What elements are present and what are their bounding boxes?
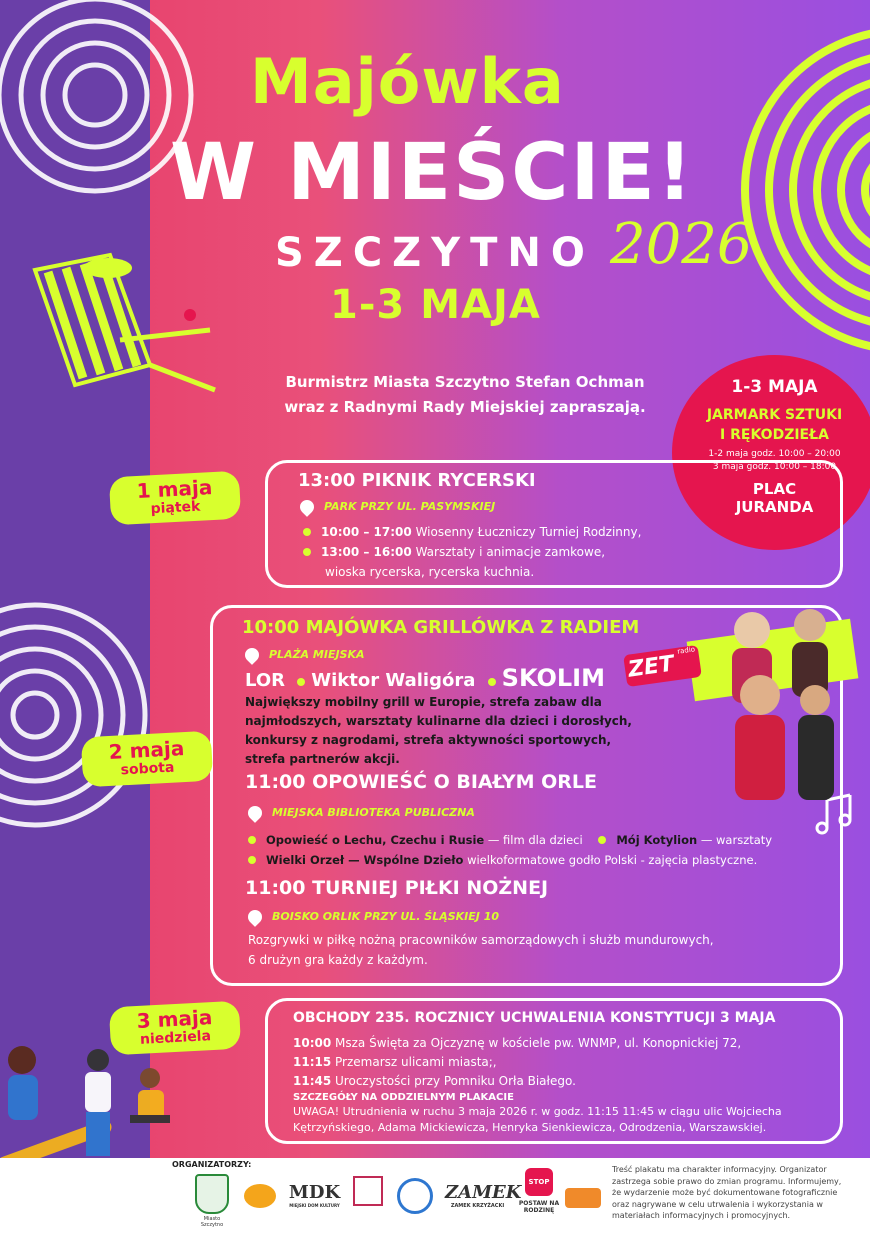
day2-event2-items-2	[248, 850, 757, 870]
desc-line-2: najmłodszych, warsztaty kulinarne dla dzieci i dorosłych,	[245, 714, 632, 728]
disclaimer-2: zastrzega sobie prawo do zmian programu. Informujemy,	[612, 1176, 842, 1186]
day3-tag-weekday: niedziela	[139, 1028, 212, 1048]
band-illustration	[0, 1046, 170, 1172]
invitation	[250, 370, 680, 420]
day3-item-1-text: Msza Święta za Ojczyznę w kościele pw. WNMP, ul. Konopnickiej 72,	[331, 1036, 742, 1050]
fair-dates: 1-3 MAJA	[731, 377, 818, 397]
city-crest-icon	[195, 1174, 229, 1214]
notice-line-1: UWAGA! Utrudnienia w ruchu 3 maja 2026 r. w godz. 11:15 11:45 w ciągu ulic Wojciecha	[293, 1105, 782, 1118]
organizers-label: ORGANIZATORZY:	[172, 1160, 252, 1169]
fair-place-line-2: JURANDA	[735, 498, 814, 516]
snail-icon	[244, 1184, 276, 1208]
day3-tag	[109, 1001, 241, 1056]
day2-event3-location	[248, 910, 499, 924]
logo-mdk-text: MDK	[288, 1182, 341, 1203]
day2-event2-location	[248, 806, 475, 820]
disclaimer	[612, 1164, 841, 1222]
logo-zamek-sub: ZAMEK KRZYŻACKI	[450, 1203, 505, 1209]
desc-line-3: konkursy z nagrodami, strefa aktywności sportowych,	[245, 733, 612, 747]
location-pin-icon	[297, 497, 317, 517]
disclaimer-3: że wydarzenie może być dokumentowane fotograficznie	[612, 1188, 838, 1197]
day1-item-1-text: Wiosenny Łuczniczy Turniej Rodzinny,	[411, 525, 642, 539]
fair-hours-2: 3 maja godz. 10:00 – 18:00	[712, 462, 837, 472]
day2-tag-date: 2 maja	[108, 736, 185, 764]
day3-notice	[293, 1104, 782, 1136]
day2-event1-desc	[245, 693, 632, 769]
logo-postaw-text: POSTAW NA RODZINĘ	[518, 1200, 560, 1214]
logo-sport	[395, 1168, 435, 1214]
day2-event2-title: 11:00 OPOWIEŚĆ O BIAŁYM ORLE	[245, 771, 597, 793]
day1-item-2	[303, 542, 605, 562]
day3-item-3-text: Uroczystości przy Pomniku Orła Białego.	[331, 1074, 576, 1088]
desc-line-1: Największy mobilny grill w Europie, strefa zabaw dla	[245, 695, 602, 709]
day3-item-3	[293, 1072, 741, 1091]
day1-item-1	[303, 522, 641, 542]
day2-event3-title: 11:00 TURNIEJ PIŁKI NOŻNEJ	[245, 877, 549, 899]
logo-stop	[518, 1168, 560, 1214]
logo-library	[350, 1168, 386, 1206]
day2-event3-desc	[248, 930, 714, 970]
fair-title-line-2: I RĘKODZIEŁA	[720, 427, 829, 443]
bullet-icon	[488, 678, 496, 686]
location-pin-icon	[245, 907, 265, 927]
day1-event-title: 13:00 PIKNIK RYCERSKI	[298, 470, 536, 491]
bullet-icon	[248, 856, 256, 864]
event2-item2-text: — warsztaty	[697, 833, 773, 847]
fair-title	[672, 405, 870, 445]
family-icon	[565, 1188, 601, 1208]
day1-item-2-text: Warsztaty i animacje zamkowe,	[411, 545, 606, 559]
day2-event1-title: 10:00 MAJÓWKA GRILLÓWKA Z RADIEM	[242, 617, 640, 638]
fair-place-line-1: PLAC	[752, 480, 797, 498]
location-pin-icon	[242, 645, 262, 665]
logo-city-text: Miasto Szczytno	[200, 1216, 224, 1228]
artist-skolim: SKOLIM	[501, 664, 605, 692]
notice-line-2: Kętrzyńskiego, Adama Mickiewicza, Henryka Sienkiewicza, Odrodzenia, Warszawskiej.	[293, 1121, 767, 1134]
city-name: SZCZYTNO	[275, 230, 595, 276]
bullet-icon	[598, 836, 606, 844]
invite-line-2: wraz z Radnymi Rady Miejskiej zapraszają.	[284, 398, 646, 416]
invite-line-1: Burmistrz Miasta Szczytno Stefan Ochman	[285, 373, 645, 391]
day3-tag-date: 3 maja	[136, 1005, 213, 1033]
event3-desc-1: Rozgrywki w piłkę nożną pracowników samorządowych i służb mundurowych,	[248, 933, 714, 947]
fair-title-line-1: JARMARK SZTUKI	[706, 407, 843, 423]
day3-item-2-time: 11:15	[293, 1055, 332, 1069]
event3-desc-2: 6 drużyn gra każdy z każdym.	[248, 953, 428, 967]
artist-waligora: Wiktor Waligóra	[311, 670, 476, 691]
disclaimer-1: Treść plakatu ma charakter informacyjny. Organizator	[612, 1165, 827, 1174]
artist-lor: LOR	[245, 670, 285, 691]
disclaimer-4: oraz nagrywane w celu utrwalenia i wykorzystania w	[612, 1199, 823, 1209]
title-majowka: Majówka	[250, 45, 565, 118]
day2-event2-location-text: MIEJSKA BIBLIOTEKA PUBLICZNA	[272, 806, 475, 819]
bullet-icon	[297, 678, 305, 686]
sport-icon	[397, 1178, 433, 1214]
radio-zet-text: ZET	[626, 651, 676, 683]
radio-small-text: radio	[676, 645, 696, 656]
day3-details: SZCZEGÓŁY NA ODDZIELNYM PLAKACIE	[293, 1092, 514, 1103]
day3-event-title: OBCHODY 235. ROCZNICY UCHWALENIA KONSTYTUCJI 3 MAJA	[293, 1010, 776, 1026]
day2-event1-location	[245, 648, 365, 662]
day1-item-1-time: 10:00 – 17:00	[321, 525, 412, 539]
day2-event1-location-text: PLAŻA MIEJSKA	[269, 648, 365, 661]
dates: 1-3 MAJA	[330, 282, 541, 328]
stop-sign-icon: STOP	[525, 1168, 553, 1196]
fair-hours-1: 1-2 maja godz. 10:00 – 20:00	[708, 449, 841, 459]
desc-line-4: strefa partnerów akcji.	[245, 752, 400, 766]
event2-item1-text: — film dla dzieci	[484, 833, 583, 847]
logo-family	[562, 1168, 604, 1208]
disclaimer-5: materiałach informacyjnych i promocyjnych.	[612, 1211, 791, 1220]
day1-tag	[109, 471, 241, 526]
artists-line	[245, 664, 605, 692]
day2-event3-location-text: BOISKO ORLIK PRZY UL. ŚLĄSKIEJ 10	[272, 910, 500, 923]
bullet-icon	[248, 836, 256, 844]
day2-tag	[81, 731, 213, 788]
logo-mdk	[287, 1168, 342, 1208]
day1-location	[300, 500, 495, 514]
event2-item3-bold: Wielki Orzeł — Wspólne Dzieło	[266, 853, 464, 867]
day3-items	[293, 1034, 741, 1091]
logo-mdk-sub: MIEJSKI DOM KULTURY	[289, 1203, 340, 1208]
bullet-icon	[303, 548, 311, 556]
day1-location-text: PARK PRZY UL. PASYMSKIEJ	[324, 500, 496, 513]
logo-snail	[240, 1168, 280, 1208]
day3-item-2	[293, 1053, 741, 1072]
day3-item-1	[293, 1034, 741, 1053]
day1-item-2-time: 13:00 – 16:00	[321, 545, 412, 559]
book-icon	[353, 1176, 383, 1206]
logo-zamek-text: ZAMEK	[445, 1182, 522, 1203]
day3-item-2-text: Przemarsz ulicami miasta;,	[331, 1055, 497, 1069]
artists-photo	[710, 600, 855, 800]
year: 2026	[610, 212, 753, 277]
day1-tag-weekday: piątek	[150, 498, 201, 518]
location-pin-icon	[245, 803, 265, 823]
day3-item-3-time: 11:45	[293, 1074, 332, 1088]
deck-chair-icon	[35, 255, 215, 390]
bullet-icon	[303, 528, 311, 536]
event2-item2-bold: Mój Kotylion	[616, 833, 698, 847]
day2-event2-items-1	[248, 830, 772, 850]
day3-item-1-time: 10:00	[293, 1036, 332, 1050]
event2-item1-bold: Opowieść o Lechu, Czechu i Rusie	[266, 833, 485, 847]
event2-item3-text: wielkoformatowe godło Polski - zajęcia plastyczne.	[463, 853, 758, 867]
logo-zamek	[445, 1168, 522, 1209]
logo-city	[192, 1168, 232, 1228]
day1-item-2-cont: wioska rycerska, rycerska kuchnia.	[325, 565, 535, 579]
day1-tag-date: 1 maja	[136, 475, 213, 503]
day2-tag-weekday: sobota	[120, 759, 175, 779]
title-w-miescie: W MIEŚCIE!	[170, 128, 695, 218]
